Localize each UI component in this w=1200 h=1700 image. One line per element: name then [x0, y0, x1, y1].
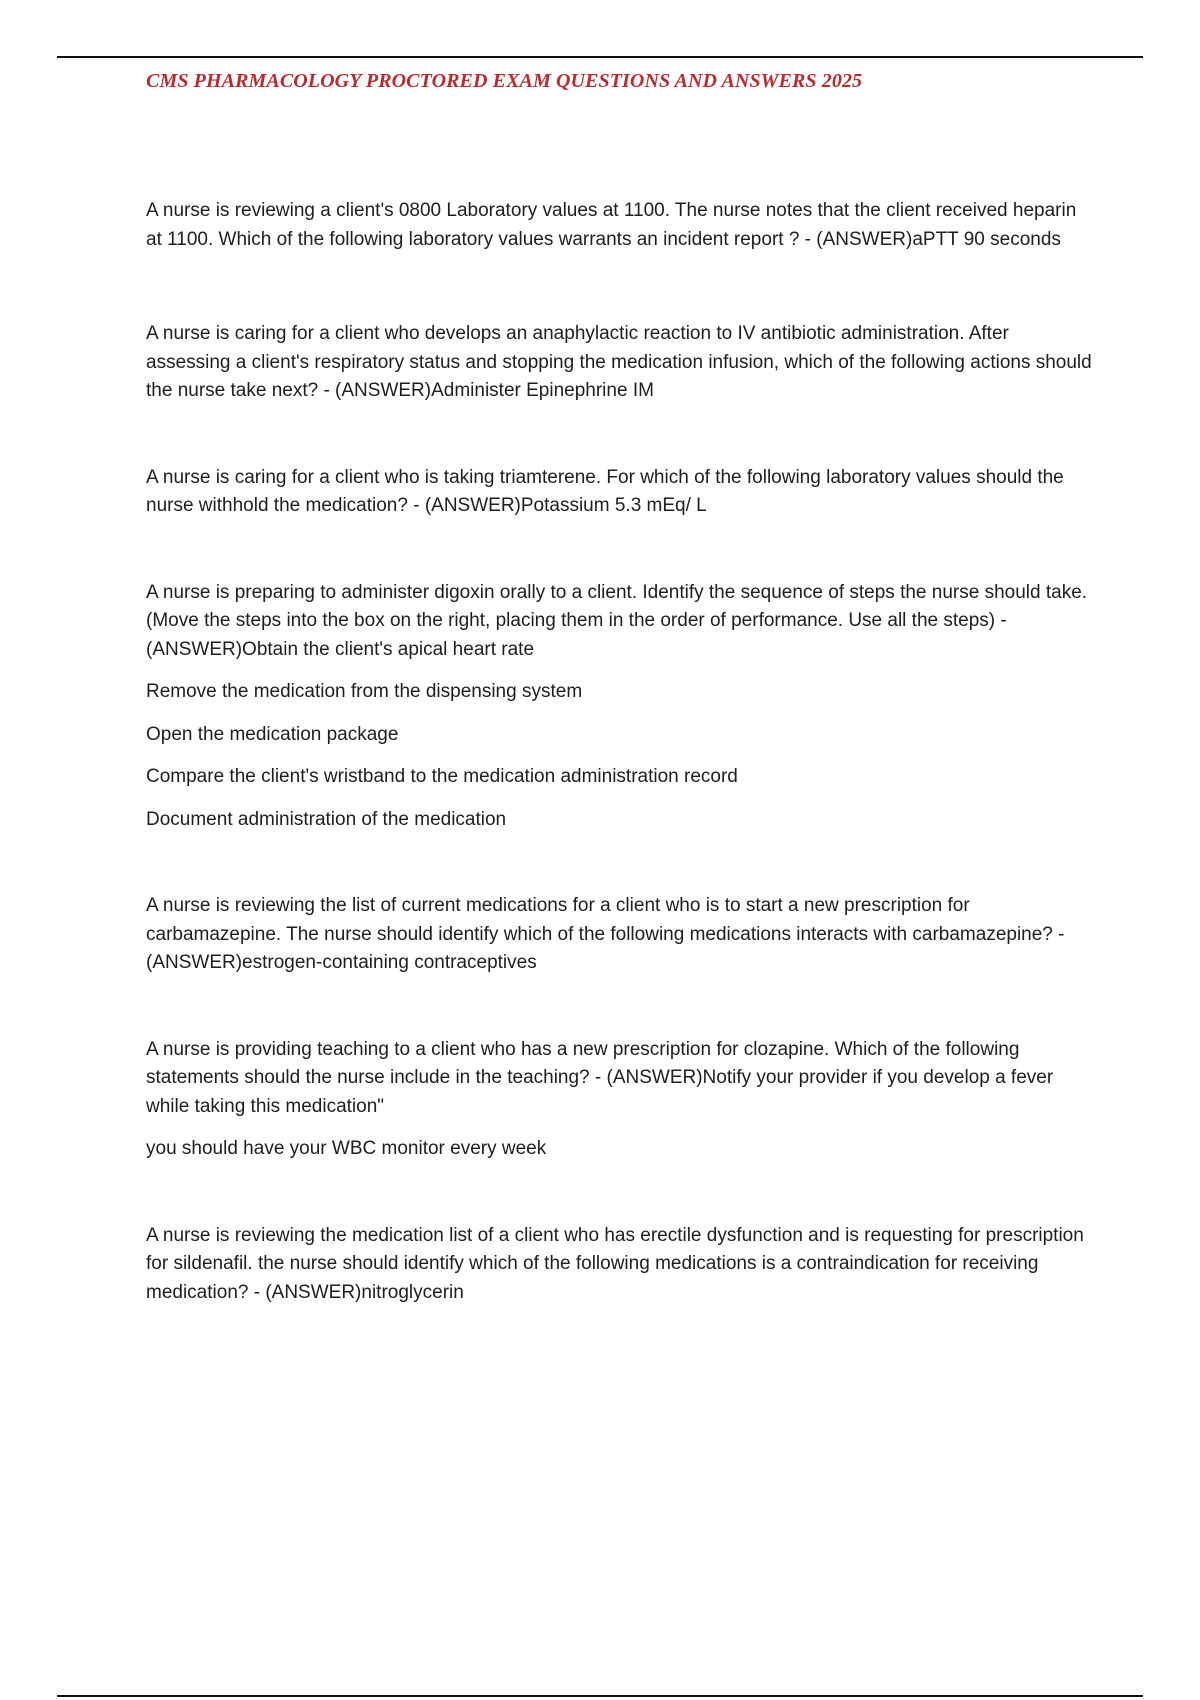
bottom-rule	[57, 1695, 1143, 1697]
qa-item-6	[146, 1036, 1094, 1164]
top-rule	[57, 56, 1143, 58]
qa-question: A nurse is reviewing a client's 0800 Laboratory values at 1100. The nurse notes that the client received heparin at 1100. Which of the following laboratory values warrants an incident report ? - (ANSWER)aPTT 90 seconds	[146, 200, 1077, 250]
qa-content	[146, 197, 1094, 1365]
qa-step-line: Document administration of the medication	[146, 808, 507, 830]
qa-step-line: Remove the medication from the dispensing system	[146, 681, 583, 702]
qa-question: A nurse is caring for a client who is taking triamterene. For which of the following laboratory values should the nurse withhold the medication? - (ANSWER)Potassium 5.3 mEq/ L	[146, 466, 1064, 516]
qa-step-line: Compare the client's wristband to the medication administration record	[146, 766, 738, 787]
qa-question: A nurse is caring for a client who develops an anaphylactic reaction to IV antibiotic administration. After assessing a client's respiratory status and stopping the medication infusion, which of the following actions should the nurse take next? - (ANSWER)Administer Epinephrine IM	[146, 323, 1092, 401]
document-header-title: CMS PHARMACOLOGY PROCTORED EXAM QUESTIONS AND ANSWERS 2025	[146, 70, 863, 92]
qa-question: A nurse is providing teaching to a client who has a new prescription for clozapine. Which of the following statements should the nurse include in the teaching? - (ANSWER)Notify your provider if you develop a fever while taking this medication"	[146, 1038, 1054, 1117]
qa-question: A nurse is reviewing the medication list of a client who has erectile dysfunction and is requesting for prescription for sildenafil. the nurse should identify which of the following medications is a contraindication for receiving medication? - (ANSWER)nitroglycerin	[146, 1224, 1084, 1303]
qa-step-line: Open the medication package	[146, 723, 399, 745]
qa-item-7	[146, 1222, 1094, 1308]
qa-item-2	[146, 320, 1094, 406]
qa-item-3	[146, 464, 1094, 521]
qa-item-1	[146, 197, 1094, 254]
qa-extra-line: you should have your WBC monitor every week	[146, 1138, 547, 1159]
qa-question: A nurse is reviewing the list of current medications for a client who is to start a new prescription for carbamazepine. The nurse should identify which of the following medications interacts with carbamazepine? - (ANSWER)estrogen-containing contraceptives	[146, 895, 1065, 973]
qa-item-4	[146, 579, 1094, 835]
qa-question: A nurse is preparing to administer digoxin orally to a client. Identify the sequence of steps the nurse should take. (Move the steps into the box on the right, placing them in the order of performance. Use all the steps) - (ANSWER)Obtain the client's apical heart rate	[146, 581, 1088, 660]
qa-item-5	[146, 892, 1094, 978]
